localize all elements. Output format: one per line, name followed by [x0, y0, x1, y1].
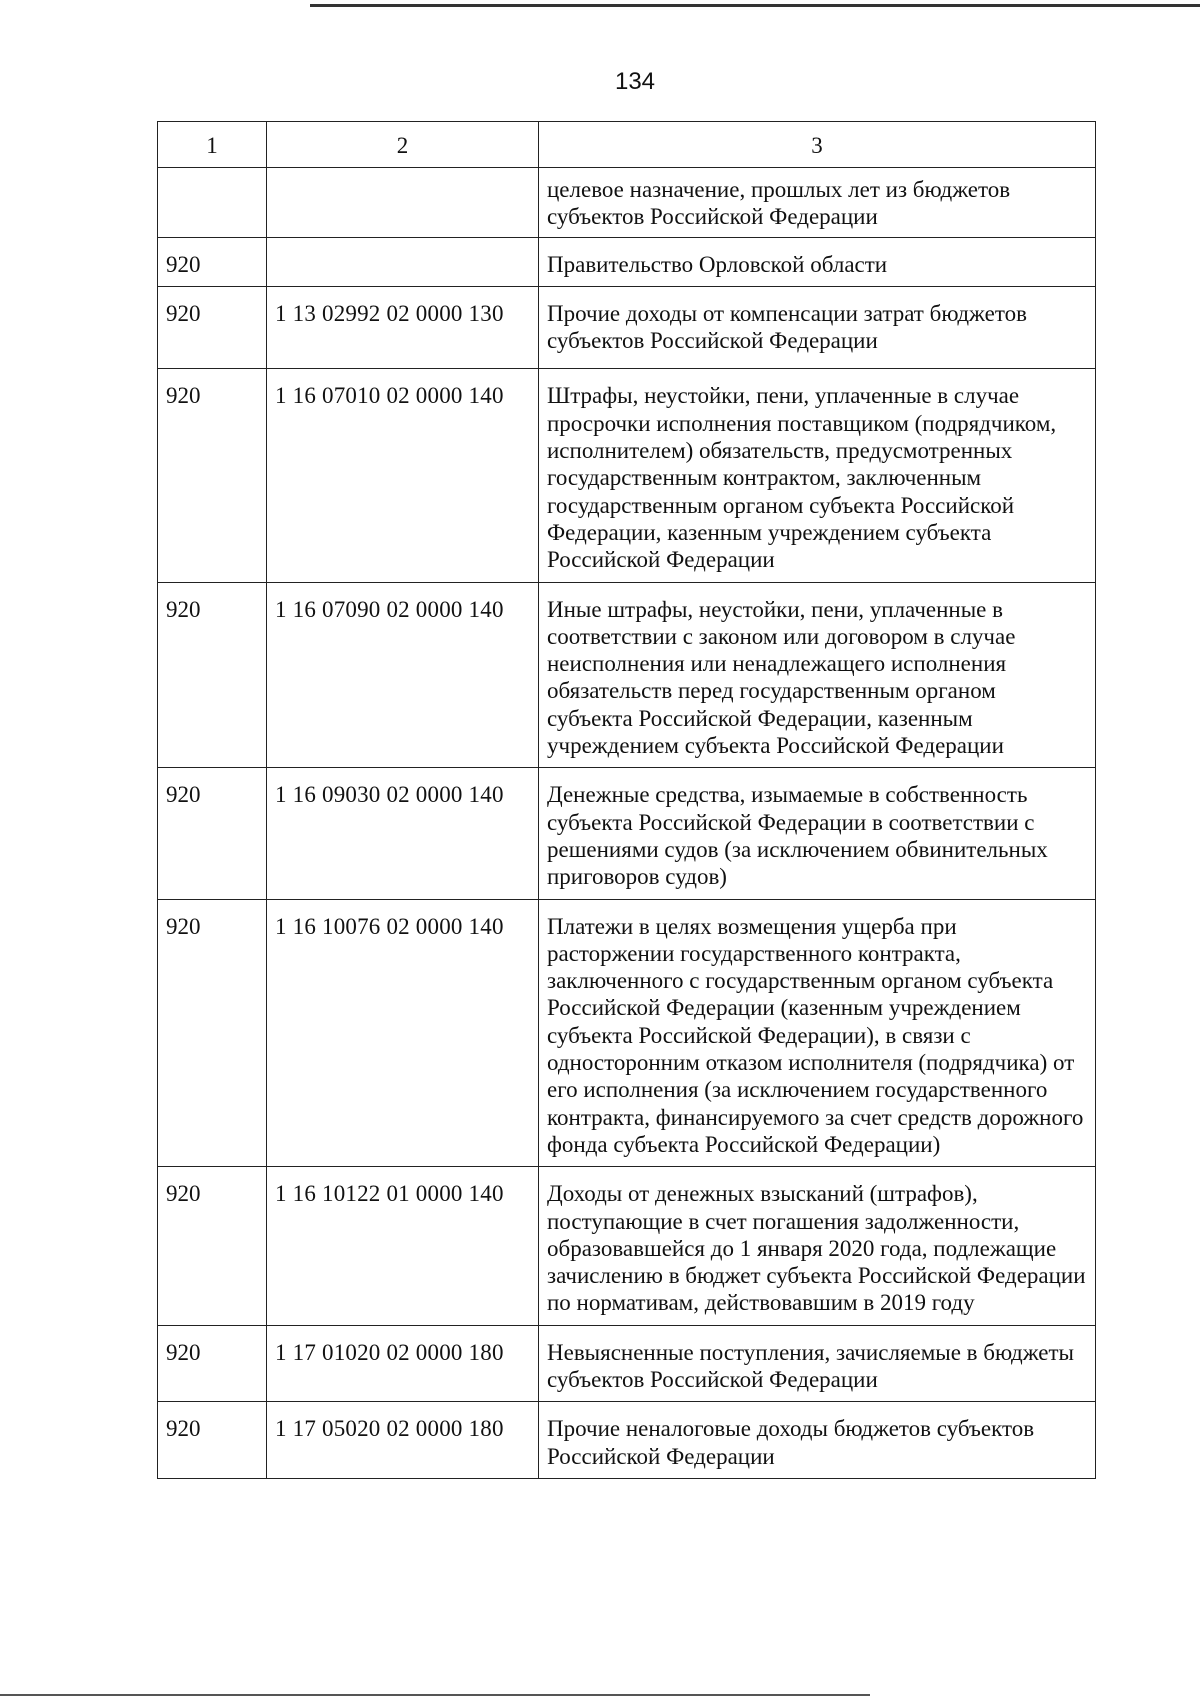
admin-code-cell: 920 [158, 1402, 267, 1479]
budget-code-cell: 1 16 07010 02 0000 140 [267, 369, 539, 582]
admin-code-cell: 920 [158, 369, 267, 582]
description-cell: Доходы от денежных взысканий (штрафов), поступающие в счет погашения задолженности, образовавшейся до 1 января 2020 года, подлежащие зачислению в бюджет субъекта Российской Федерации по нормативам, действовавшим в 2019 году [539, 1167, 1096, 1325]
description-cell: Невыясненные поступления, зачисляемые в бюджеты субъектов Российской Федерации [539, 1325, 1096, 1402]
budget-code-cell: 1 16 10076 02 0000 140 [267, 899, 539, 1167]
table-row [158, 582, 1096, 768]
table-row [158, 1402, 1096, 1479]
table-row [158, 899, 1096, 1167]
table-row [158, 237, 1096, 286]
column-header-3: 3 [539, 122, 1096, 168]
column-header-1: 1 [158, 122, 267, 168]
admin-code-cell: 920 [158, 899, 267, 1167]
description-cell: целевое назначение, прошлых лет из бюджетов субъектов Российской Федерации [539, 168, 1096, 238]
description-cell: Денежные средства, изымаемые в собственность субъекта Российской Федерации в соответствии с решениями судов (за исключением обвинительных приговоров судов) [539, 768, 1096, 899]
admin-code-cell [158, 168, 267, 238]
table-row [158, 1325, 1096, 1402]
scan-edge-bottom [0, 1694, 870, 1696]
column-header-2: 2 [267, 122, 539, 168]
table-row [158, 286, 1096, 369]
budget-code-cell: 1 16 07090 02 0000 140 [267, 582, 539, 768]
budget-code-cell: 1 16 09030 02 0000 140 [267, 768, 539, 899]
budget-code-cell [267, 168, 539, 238]
budget-code-cell: 1 17 01020 02 0000 180 [267, 1325, 539, 1402]
table-row [158, 369, 1096, 582]
description-cell: Прочие неналоговые доходы бюджетов субъектов Российской Федерации [539, 1402, 1096, 1479]
description-cell: Штрафы, неустойки, пени, уплаченные в случае просрочки исполнения поставщиком (подрядчиком, исполнителем) обязательств, предусмотренных государственным контрактом, заключенным государственным органом субъекта Российской Федерации, казенным учреждением субъекта Российской Федерации [539, 369, 1096, 582]
revenue-codes-table [157, 121, 1096, 1479]
table-row [158, 1167, 1096, 1325]
page-number: 134 [614, 68, 656, 95]
description-cell: Платежи в целях возмещения ущерба при расторжении государственного контракта, заключенного с государственным органом субъекта Российской Федерации (казенным учреждением субъекта Российской Федерации), в связи с односторонним отказом исполнителя (подрядчика) от его исполнения (за исключением государственного контракта, финансируемого за счет средств дорожного фонда субъекта Российской Федерации) [539, 899, 1096, 1167]
budget-code-cell [267, 237, 539, 286]
table-header-row [158, 122, 1096, 168]
description-cell: Прочие доходы от компенсации затрат бюджетов субъектов Российской Федерации [539, 286, 1096, 369]
table-row [158, 768, 1096, 899]
admin-code-cell: 920 [158, 286, 267, 369]
admin-code-cell: 920 [158, 1325, 267, 1402]
admin-code-cell: 920 [158, 1167, 267, 1325]
admin-code-cell: 920 [158, 237, 267, 286]
admin-code-cell: 920 [158, 768, 267, 899]
table-row [158, 168, 1096, 238]
budget-code-cell: 1 17 05020 02 0000 180 [267, 1402, 539, 1479]
budget-code-cell: 1 13 02992 02 0000 130 [267, 286, 539, 369]
admin-code-cell: 920 [158, 582, 267, 768]
budget-code-cell: 1 16 10122 01 0000 140 [267, 1167, 539, 1325]
description-cell: Иные штрафы, неустойки, пени, уплаченные в соответствии с законом или договором в случае неисполнения или ненадлежащего исполнения обязательств перед государственным органом субъекта Российской Федерации, казенным учреждением субъекта Российской Федерации [539, 582, 1096, 768]
description-cell: Правительство Орловской области [539, 237, 1096, 286]
scan-edge-top [310, 4, 1200, 7]
